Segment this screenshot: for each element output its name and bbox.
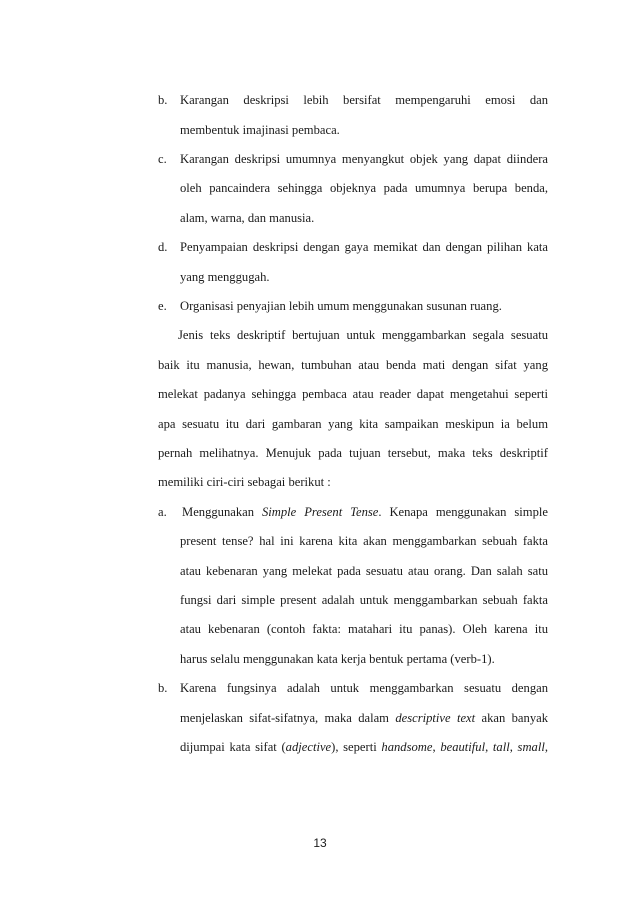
italic-term: adjective [285,740,332,754]
text-segment: ), seperti [331,740,382,754]
text-line: alam, warna, dan manusia. [180,211,315,225]
text-line: fungsi dari simple present adalah untuk menggambarkan sebuah fakta [180,593,548,607]
text-line: harus selalu menggunakan kata kerja bentuk pertama (verb-1). [180,652,495,666]
text-line [182,504,548,520]
text-segment: , [509,740,518,754]
text-line: atau kebenaran yang melekat pada sesuatu atau orang. Dan salah satu [180,564,548,578]
paragraph-line: memiliki ciri-ciri sebagai berikut : [158,475,331,489]
italic-term: handsome [381,740,433,754]
list-label: d. [158,240,168,254]
text-segment: Menggunakan [182,505,262,519]
text-segment: . Kenapa menggunakan simple [378,505,548,519]
italic-term: tall [492,740,510,754]
text-segment: dijumpai kata sifat ( [180,740,286,754]
text-segment: , [485,740,493,754]
text-line [180,739,548,755]
paragraph-line: Jenis teks deskriptif bertujuan untuk menggambarkan segala sesuatu [178,328,548,342]
list-label: a. [158,505,167,519]
text-line: Karangan deskripsi umumnya menyangkut objek yang dapat diindera [180,152,548,166]
text-segment: menjelaskan sifat-sifatnya, maka dalam [180,711,396,725]
paragraph-line: melekat padanya sehingga pembaca atau reader dapat mengetahui seperti [158,387,548,401]
italic-term: small [517,740,545,754]
list-label: c. [158,152,167,166]
text-segment: , [432,740,441,754]
text-line: present tense? hal ini karena kita akan menggambarkan sebuah fakta [180,534,548,548]
italic-term: beautiful [440,740,486,754]
list-label: b. [158,681,168,695]
italic-term: Simple Present Tense [261,505,379,519]
text-line [180,710,548,726]
text-line: Karangan deskripsi lebih bersifat mempengaruhi emosi dan [180,93,548,107]
text-line: Karena fungsinya adalah untuk menggambarkan sesuatu dengan [180,681,548,695]
paragraph-line: pernah melihatnya. Menujuk pada tujuan tersebut, maka teks deskriptif [158,446,548,460]
text-line: atau kebenaran (contoh fakta: matahari itu panas). Oleh karena itu [180,622,548,636]
text-line: oleh pancaindera sehingga objeknya pada umumnya berupa benda, [180,181,548,195]
text-line: membentuk imajinasi pembaca. [180,123,340,137]
list-label: e. [158,299,167,313]
text-line: yang menggugah. [180,270,270,284]
italic-term: descriptive text [395,711,476,725]
paragraph-line: apa sesuatu itu dari gambaran yang kita sampaikan meskipun ia belum [158,417,548,431]
page-number: 13 [313,836,327,850]
list-label: b. [158,93,168,107]
text-segment: akan banyak [475,711,549,725]
text-segment: , [544,740,548,754]
text-line: Organisasi penyajian lebih umum menggunakan susunan ruang. [180,299,502,313]
text-line: Penyampaian deskripsi dengan gaya memikat dan dengan pilihan kata [180,240,548,254]
paragraph-line: baik itu manusia, hewan, tumbuhan atau benda mati dengan sifat yang [158,358,548,372]
